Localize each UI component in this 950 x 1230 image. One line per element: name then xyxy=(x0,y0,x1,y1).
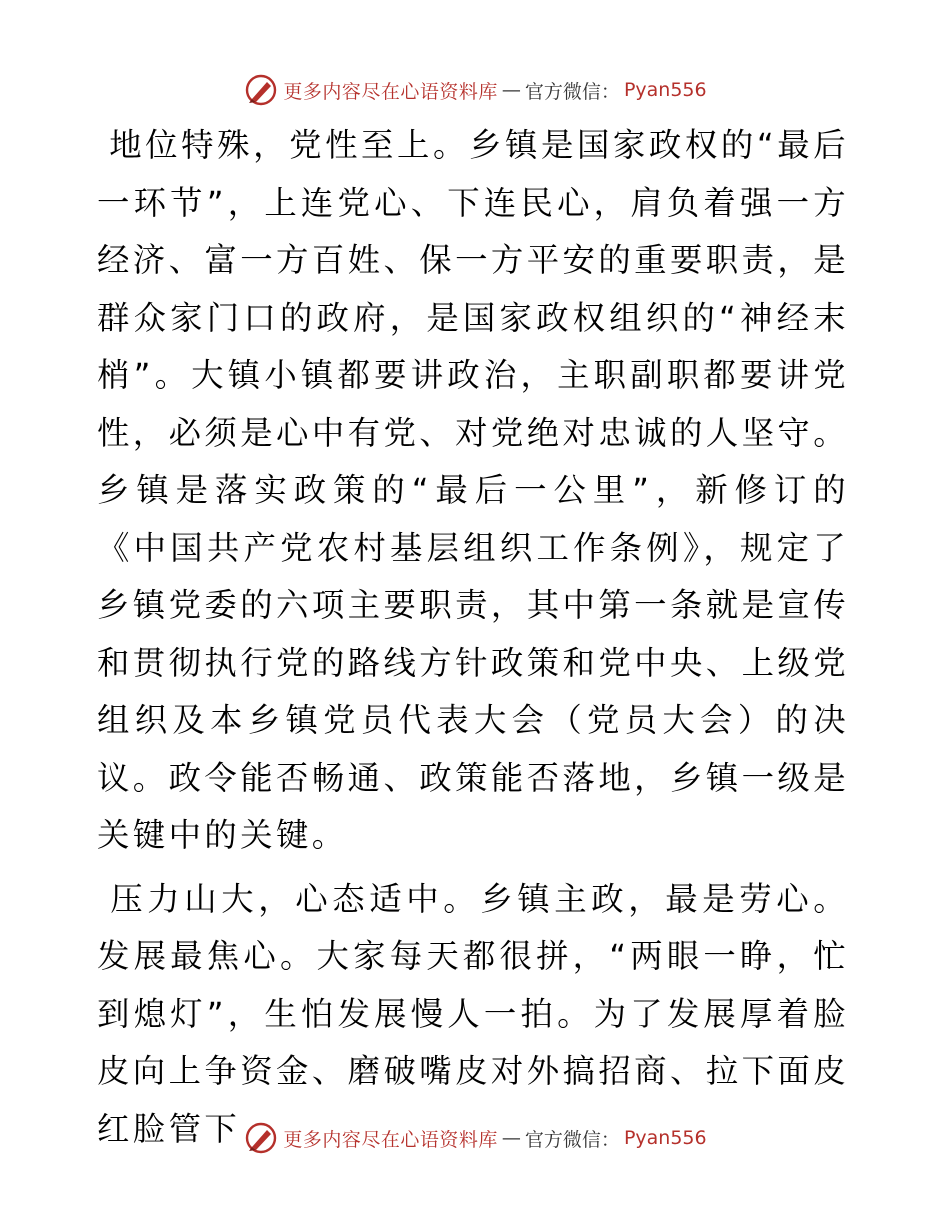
banner-site-text: 更多内容尽在心语资料库 xyxy=(283,1128,498,1151)
document-body xyxy=(97,117,849,1158)
banner-separator: — xyxy=(501,1127,521,1149)
banner-wechat-label: 官方微信： xyxy=(524,1128,620,1151)
banner-site-text: 更多内容尽在心语资料库 xyxy=(283,80,498,103)
banner-wechat-id: Pyan556 xyxy=(623,79,707,101)
banner-wechat-id: Pyan556 xyxy=(623,1127,707,1149)
pen-logo-icon xyxy=(243,1120,279,1156)
banner-separator: — xyxy=(501,79,521,101)
paragraph-2 xyxy=(97,871,849,1159)
pen-logo-icon xyxy=(243,72,279,108)
paragraph-2-text: 压力山大，心态适中。乡镇主政，最是劳心。发展最焦心。大家每天都很拼，“两眼一睁，忙到熄灯”，生怕发展慢人一拍。为了发展厚着脸皮向上争资金、磨破嘴皮对外搞招商、拉下面皮红脸管下 xyxy=(97,879,849,1148)
footer-banner xyxy=(0,1118,950,1158)
header-banner xyxy=(0,70,950,110)
banner-wechat-label: 官方微信： xyxy=(524,80,620,103)
paragraph-1-text: 地位特殊，党性至上。乡镇是国家政权的“最后一环节”，上连党心、下连民心，肩负着强一方经济、富一方百姓、保一方平安的重要职责，是群众家门口的政府，是国家政权组织的“神经末梢”。大镇小镇都要讲政治，主职副职都要讲党性，必须是心中有党、对党绝对忠诚的人坚守。乡镇是落实政策的“最后一公里”，新修订的《中国共产党农村基层组织工作条例》，规定了乡镇党委的六项主要职责，其中第一条就是宣传和贯彻执行党的路线方针政策和党中央、上级党组织及本乡镇党员代表大会（党员大会）的决议。政令能否畅通、政策能否落地，乡镇一级是关键中的关键。 xyxy=(97,126,849,854)
paragraph-1 xyxy=(97,117,849,865)
